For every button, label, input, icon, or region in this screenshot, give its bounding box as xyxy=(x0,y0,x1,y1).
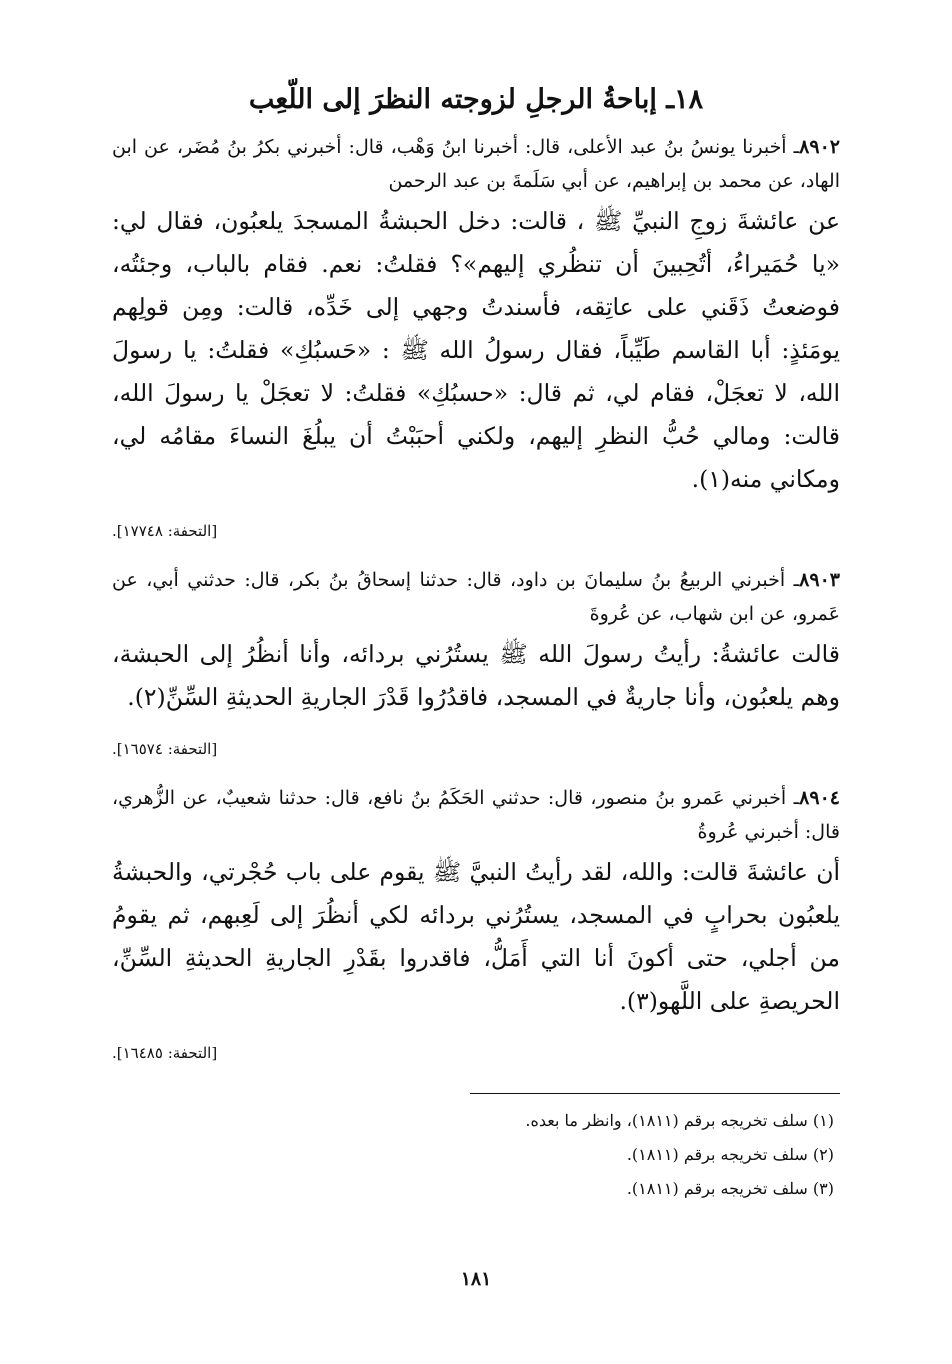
footnote-divider xyxy=(470,1093,840,1094)
hadith-8903 xyxy=(112,563,840,763)
chapter-heading: ١٨ـ إباحةُ الرجلِ لزوجته النظرَ إلى اللّعِب xyxy=(248,84,704,115)
tuhfa-text: [التحفة: ١٦٤٨٥]. xyxy=(112,1044,218,1062)
hadith-number: ٨٩٠٤ xyxy=(799,787,840,809)
tuhfa-text: [التحفة: ١٧٧٤٨]. xyxy=(112,522,218,540)
tuhfa-reference xyxy=(112,1039,840,1067)
hadith-number: ٨٩٠٢ xyxy=(799,136,840,158)
hadith-isnad xyxy=(112,563,840,631)
hadith-isnad xyxy=(112,130,840,198)
hadith-8904 xyxy=(112,781,840,1067)
hadith-isnad xyxy=(112,781,840,849)
hadith-matn: أن عائشةَ قالت: والله، لقد رأيتُ النبيَّ ﷺ يقوم على باب حُجْرتي، والحبشةُ يلعبُون بحرابٍ في المسجد، يستُرُني بردائه لكي أنظُرَ إلى لَعِبهم، ثم يقومُ من أجلي، حتى أكونَ أنا التي أَمَلُّ، فاقدروا بقَدْرِ الجاريةِ الحديثةِ السِّنِّ، الحريصةِ على اللَّهو(٣). xyxy=(112,858,840,1015)
footnote-item: (٢) سلف تخريجه برقم (١٨١١). xyxy=(626,1145,834,1164)
hadith-8902 xyxy=(112,130,840,545)
footnotes xyxy=(112,1104,834,1206)
footnote-item: (١) سلف تخريجه برقم (١٨١١)، وانظر ما بعده. xyxy=(525,1111,834,1130)
isnad-text: ـ أخبرني عَمرو بنُ منصور، قال: حدثني الحَكَمُ بنُ نافع، قال: حدثنا شعيبٌ، عن الزُّهري، قال: أخبرني عُروةُ xyxy=(112,787,840,843)
isnad-text: ـ أخبرني الربيعُ بنُ سليمانَ بن داود، قال: حدثنا إسحاقُ بنُ بكر، قال: حدثني أبي، عن عَمرو، عن ابن شهاب، عن عُروةَ xyxy=(112,569,840,625)
footnote-item: (٣) سلف تخريجه برقم (١٨١١). xyxy=(626,1179,834,1198)
tuhfa-reference xyxy=(112,735,840,763)
tuhfa-text: [التحفة: ١٦٥٧٤]. xyxy=(112,740,218,758)
hadith-matn: قالت عائشةُ: رأيتُ رسولَ الله ﷺ يستُرُني بردائه، وأنا أنظُرُ إلى الحبشة، وهم يلعبُون، وأنا جاريةٌ في المسجد، فاقدُرُوا قَدْرَ الجاريةِ الحديثةِ السِّنِّ(٢). xyxy=(112,640,840,711)
hadith-number: ٨٩٠٣ xyxy=(799,569,840,591)
hadith-matn: عن عائشةَ زوجِ النبيِّ ﷺ ، قالت: دخل الحبشةُ المسجدَ يلعبُون، فقال لي: «يا حُمَيراءُ، أتُحِبينَ أن تنظُري إليهم»؟ فقلتُ: نعم. فقام بالباب، وجئتُه، فوضعتُ ذَقَني على عاتِقه، فأسندتُ وجهي إلى خَدِّه، قالت: ومِن قولِهم يومَئذٍ: أبا القاسم طَيِّباً، فقال رسولُ الله ﷺ : «حَسبُكِ» فقلتُ: يا رسولَ الله، لا تعجَلْ، فقام لي، ثم قال: «حسبُكِ» فقلتُ: لا تعجَلْ يا رسولَ الله، قالت: ومالي حُبُّ النظرِ إليهم، ولكني أحبَبْتُ أن يبلُغَ النساءَ مقامُه لي، ومكاني منه(١). xyxy=(112,207,840,493)
page-number: ١٨١ xyxy=(460,1268,492,1290)
isnad-text: ـ أخبرنا يونسُ بنُ عبد الأعلى، قال: أخبرنا ابنُ وَهْب، قال: أخبرني بكرُ بنُ مُضَر، عن ابن الهاد، عن محمد بن إبراهيم، عن أبي سَلَمةَ بن عبد الرحمن xyxy=(112,136,840,192)
tuhfa-reference xyxy=(112,517,840,545)
